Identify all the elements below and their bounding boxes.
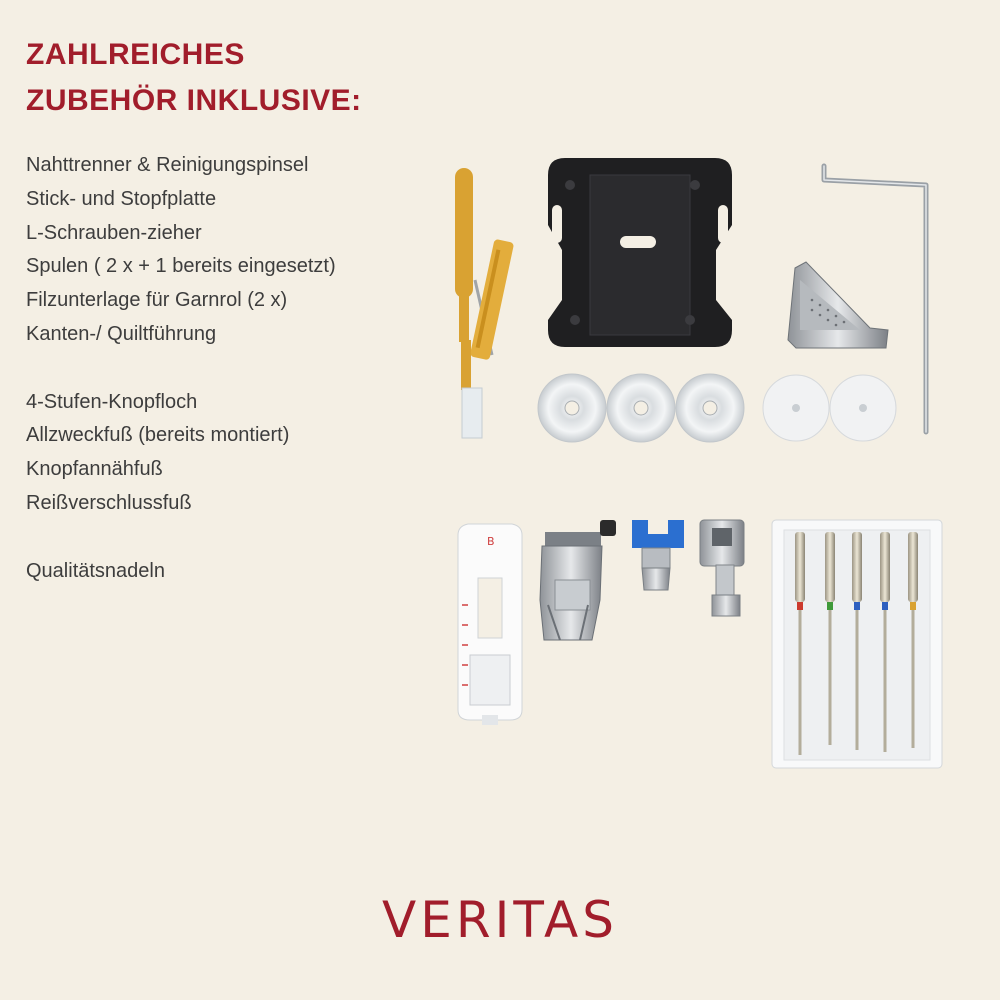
feature-item: Knopfannähfuß [26,458,163,481]
feature-item: 4-Stufen-Knopfloch [26,390,198,413]
feature-item: Stick- und Stopfplatte [26,187,217,210]
bobbin-icon [538,374,606,442]
quilt-guide-icon [788,262,888,348]
felt-pad-icon [763,375,829,441]
feature-item: Spulen ( 2 x + 1 bereits eingesetzt) [26,255,336,278]
bobbin-icon [607,374,675,442]
button-foot-icon [632,520,684,590]
zipper-foot-icon [700,520,744,616]
bobbin-icon [676,374,744,442]
needle-case-icon [772,520,942,768]
felt-pad-icon [830,375,896,441]
feature-item: Qualitätsnadeln [26,559,165,582]
all-purpose-foot-icon [540,520,616,640]
seam-ripper-icon [455,168,514,438]
headline-line-2: ZUBEHÖR INKLUSIVE: [26,84,362,117]
darning-plate-icon [548,158,732,347]
headline-line-1: ZAHLREICHES [26,38,245,71]
veritas-logo: VERITAS [382,891,618,949]
feature-item: Reißverschlussfuß [26,491,192,514]
buttonhole-foot-icon [458,524,522,725]
feature-item: Kanten-/ Quiltführung [26,322,217,345]
feature-item: Nahttrenner & Reinigungspinsel [26,154,309,176]
feature-item: Allzweckfuß (bereits montiert) [26,424,290,447]
svg-text:B: B [487,535,495,548]
feature-item: Filzunterlage für Garnrol (2 x) [26,289,288,312]
feature-item: L-Schrauben-zieher [26,221,202,244]
